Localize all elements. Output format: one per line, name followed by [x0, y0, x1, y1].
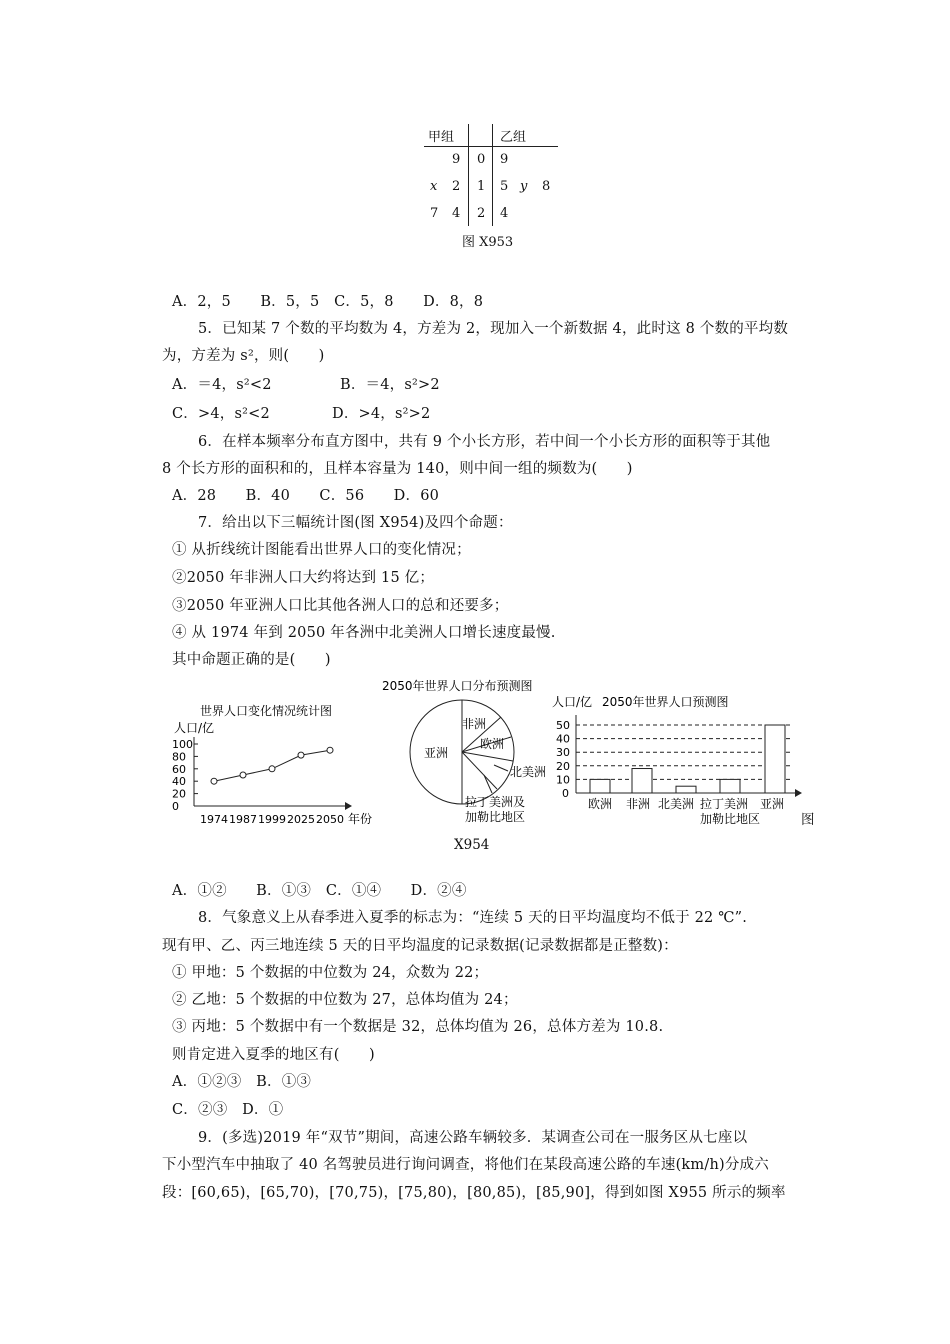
line-chart-point — [298, 752, 304, 758]
line-chart-title: 世界人口变化情况统计图 — [200, 704, 333, 718]
line-chart-x-arrow — [345, 802, 352, 810]
stem-leaf-leaf: y — [520, 179, 528, 194]
bar-label-europe: 欧洲 — [588, 797, 613, 811]
line-chart-xtick-label: 2050 — [316, 813, 344, 826]
stem-leaf-leaf: 4 — [500, 206, 509, 221]
bar-chart — [552, 694, 802, 826]
pie-leader-line — [494, 765, 508, 771]
line-chart-xtick-label: 1999 — [258, 813, 286, 826]
pie-label-caribbean: 加勒比地区 — [465, 810, 526, 824]
figure-caption-prefix: 图 — [801, 812, 815, 828]
bar-chart-bar — [676, 786, 696, 793]
stem-leaf-head-left: 甲组 — [428, 130, 455, 145]
line-chart-ytick-label: 80 — [172, 750, 186, 764]
stem-leaf-stem: 2 — [477, 206, 486, 221]
q9-line1: 9．(多选)2019 年“双节”期间，高速公路车辆较多．某调查公司在一服务区从七座以 — [198, 1130, 748, 1146]
bar-label-asia: 亚洲 — [760, 797, 785, 811]
bar-chart-bar — [720, 779, 740, 793]
q5-line2: 为，方差为 s²，则( ) — [162, 348, 325, 364]
pie-label-north-america: 北美洲 — [510, 765, 547, 779]
line-chart-xtick-label: 1987 — [229, 813, 257, 826]
q8-options-cd: C．②③ D．① — [172, 1102, 284, 1118]
q7-question: 其中命题正确的是( ) — [172, 652, 331, 668]
stem-leaf-leaf: 5 — [500, 179, 509, 194]
pie-label-africa: 非洲 — [462, 717, 487, 731]
q8-statement-3: ③ 丙地：5 个数据中有一个数据是 32，总体均值为 26，总体方差为 10.8. — [172, 1019, 664, 1035]
stem-leaf-stem: 0 — [477, 152, 486, 167]
q7-line1: 7．给出以下三幅统计图(图 X954)及四个命题： — [198, 515, 513, 531]
q8-statement-2: ② 乙地：5 个数据的中位数为 27，总体均值为 24； — [172, 992, 518, 1008]
stem-leaf-divider — [424, 146, 558, 147]
line-chart-ytick-label: 0 — [172, 800, 179, 813]
figure-caption-x953: 图 X953 — [462, 235, 514, 250]
pie-label-asia: 亚洲 — [424, 746, 449, 760]
q9-line2: 下小型汽车中抽取了 40 名驾驶员进行询问调查，将他们在某段高速公路的车速(km/h)分成六 — [162, 1157, 769, 1173]
q7-options: A．①② B．①③ C．①④ D．②④ — [172, 883, 467, 899]
bar-chart-bar — [765, 725, 785, 793]
q8-line1: 8．气象意义上从春季进入夏季的标志为：“连续 5 天的日平均温度均不低于 22 ℃”. — [198, 910, 748, 926]
stem-leaf-leaf: 2 — [452, 179, 461, 194]
line-chart-ytick-label: 100 — [172, 738, 193, 751]
stem-leaf-leaf: 9 — [452, 152, 461, 167]
line-chart — [172, 703, 372, 826]
stem-leaf-leaf: 4 — [452, 206, 461, 221]
stem-leaf-leaf: 9 — [500, 152, 509, 167]
line-chart-ytick-label: 60 — [172, 762, 186, 776]
line-chart-ytick-label: 40 — [172, 775, 186, 789]
q7-proposition-4: ④ 从 1974 年到 2050 年各洲中北美洲人口增长速度最慢. — [172, 625, 556, 641]
q5-option-d: D．>4，s²>2 — [332, 406, 431, 422]
q6-line1: 6．在样本频率分布直方图中，共有 9 个小长方形，若中间一个小长方形的面积等于其他 — [198, 434, 771, 450]
q6-line2: 8 个长方形的面积和的，且样本容量为 140，则中间一组的频数为( ) — [162, 461, 633, 477]
q8-question: 则肯定进入夏季的地区有( ) — [172, 1047, 375, 1063]
line-chart-xtick-label: 2025 — [287, 813, 315, 826]
q7-proposition-3: ③2050 年亚洲人口比其他各洲人口的总和还要多； — [172, 598, 509, 614]
q5-option-b: B．＝4，s²>2 — [340, 377, 440, 393]
q8-line2: 现有甲、乙、丙三地连续 5 天的日平均温度的记录数据(记录数据都是正整数)： — [162, 938, 678, 954]
q5-option-c: C．>4，s²<2 — [172, 406, 270, 422]
bar-label-north-america: 北美洲 — [658, 797, 695, 811]
stem-leaf-leaf: 7 — [430, 206, 439, 221]
pie-label-europe: 欧洲 — [480, 737, 505, 751]
stem-leaf-stem: 1 — [477, 179, 486, 194]
bar-chart-ylabel: 人口/亿 — [552, 695, 593, 709]
q6-options: A．28 B．40 C．56 D．60 — [172, 488, 440, 504]
bar-chart-ytick-label: 10 — [556, 773, 570, 787]
bar-chart-x-arrow — [795, 789, 802, 797]
q7-proposition-1: ① 从折线统计图能看出世界人口的变化情况； — [172, 542, 471, 558]
q5-option-a: A．＝4，s²<2 — [172, 377, 272, 393]
line-chart-point — [327, 747, 333, 753]
bar-chart-bar — [632, 769, 652, 793]
line-chart-point — [211, 778, 217, 784]
q9-line3: 段：[60,65)，[65,70)，[70,75)，[75,80)，[80,85)，[85,90]，得到如图 X955 所示的频率 — [162, 1185, 786, 1201]
line-chart-xtick-label: 1974 — [200, 813, 228, 826]
bar-chart-ytick-label: 0 — [562, 787, 569, 800]
bar-label-caribbean: 加勒比地区 — [700, 812, 761, 826]
stem-leaf-table — [424, 124, 564, 224]
line-chart-point — [269, 766, 275, 772]
q8-statement-1: ① 甲地：5 个数据的中位数为 24，众数为 22； — [172, 965, 489, 981]
line-chart-point — [240, 772, 246, 778]
bar-chart-ytick-label: 50 — [556, 719, 570, 732]
q5-line1: 5．已知某 7 个数的平均数为 4，方差为 2，现加入一个新数据 4，此时这 8 个数的平均数 — [198, 321, 789, 337]
stem-leaf-leaf: 8 — [542, 179, 551, 194]
pie-chart-title: 2050年世界人口分布预测图 — [382, 679, 533, 693]
bar-label-latin-america: 拉丁美洲 — [700, 797, 749, 811]
stem-leaf-head-right: 乙组 — [500, 130, 527, 145]
stem-leaf-rule-right — [492, 124, 493, 226]
pie-leader-line — [484, 775, 492, 793]
bar-chart-ytick-label: 20 — [556, 759, 570, 773]
bar-chart-ytick-label: 40 — [556, 732, 570, 746]
bar-label-africa: 非洲 — [626, 797, 651, 811]
q8-options-ab: A．①②③ B．①③ — [172, 1074, 312, 1090]
line-chart-ytick-label: 20 — [172, 787, 186, 801]
line-chart-ylabel: 人口/亿 — [174, 721, 215, 735]
stem-leaf-leaf: x — [430, 179, 438, 194]
pie-chart — [382, 678, 546, 824]
bar-chart-ytick-label: 30 — [556, 746, 570, 760]
q7-proposition-2: ②2050 年非洲人口大约将达到 15 亿； — [172, 570, 435, 586]
line-chart-xlabel: 年份 — [348, 812, 373, 826]
stem-leaf-rule-left — [468, 124, 469, 226]
pie-label-latin-america: 拉丁美洲及 — [465, 795, 526, 809]
figure-caption-x954: X954 — [454, 837, 490, 853]
bar-chart-bar — [590, 779, 610, 793]
bar-chart-title: 2050年世界人口预测图 — [602, 695, 729, 709]
q4-options: A．2，5 B．5，5 C．5，8 D．8，8 — [172, 294, 484, 310]
